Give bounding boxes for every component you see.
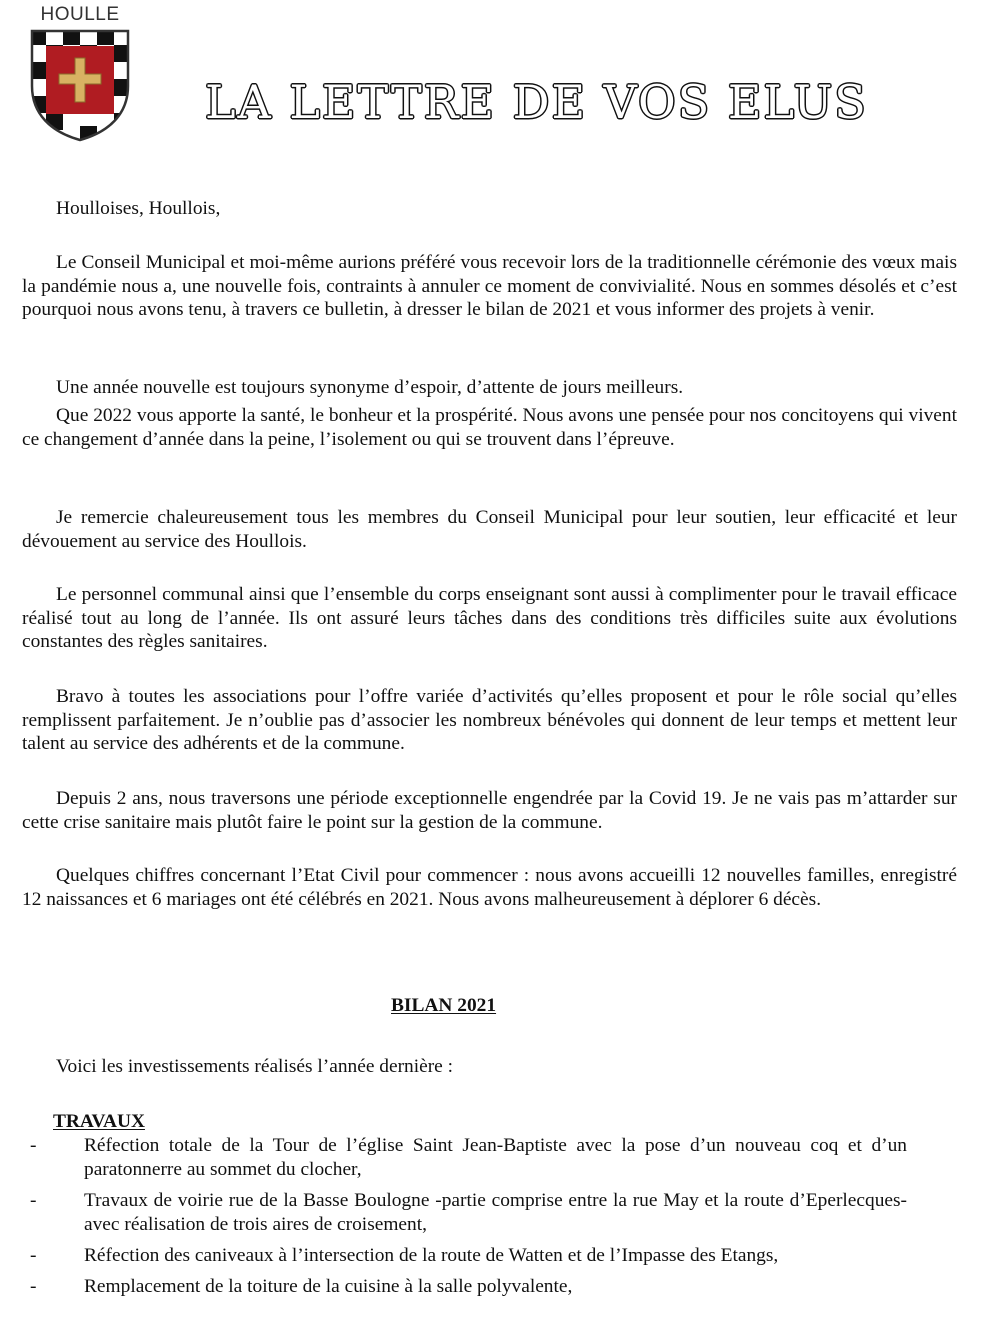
list-item bbox=[22, 1244, 907, 1268]
bilan-heading: BILAN 2021 bbox=[391, 995, 497, 1016]
paragraph-associations: Bravo à toutes les associations pour l’offre variée d’activités qu’elles proposent et pour le rôle social qu’elles remplissent parfaitement. Je n’oublie pas d’associer les nombreux bénévoles qui donnent de leur temps et mettent leur talent au service des adhérents et de la commune. bbox=[22, 686, 957, 755]
paragraph-intro: Le Conseil Municipal et moi-même aurions préféré vous recevoir lors de la traditionnelle cérémonie des vœux mais la pandémie nous a, une nouvelle fois, contraints à annuler ce moment de convivialité. Nous en sommes désolés et c’est pourquoi nous avons tenu, à travers ce bulletin, à dresser le bilan de 2021 et vous informer des projets à venir. bbox=[22, 252, 957, 321]
travaux-heading: TRAVAUX bbox=[53, 1111, 145, 1132]
page-title: LA LETTRE DE VOS ELUS bbox=[205, 75, 868, 129]
travaux-list bbox=[22, 1134, 907, 1306]
list-item bbox=[22, 1275, 907, 1299]
greeting: Houlloises, Houllois, bbox=[56, 198, 221, 219]
commune-logo bbox=[26, 4, 134, 142]
paragraph-etat-civil: Quelques chiffres concernant l’Etat Civil pour commencer : nous avons accueilli 12 nouvelles familles, enregistré 12 naissances et 6 mariages ont été célébrés en 2021. Nous avons malheureusement à déplorer 6 décès. bbox=[22, 865, 957, 910]
list-item-text: Réfection des caniveaux à l’intersection de la route de Watten et de l’Impasse des Etangs, bbox=[84, 1244, 779, 1266]
bilan-intro: Voici les investissements réalisés l’année dernière : bbox=[56, 1056, 454, 1077]
list-item-text: Remplacement de la toiture de la cuisine à la salle polyvalente, bbox=[84, 1276, 573, 1298]
paragraph-wishes: Que 2022 vous apporte la santé, le bonheur et la prospérité. Nous avons une pensée pour nos concitoyens qui vivent ce changement d’année dans la peine, l’isolement ou qui se trouvent dans l’épreuve. bbox=[22, 405, 957, 450]
list-bullet: - bbox=[30, 1244, 37, 1266]
list-item bbox=[22, 1134, 907, 1181]
paragraph-covid: Depuis 2 ans, nous traversons une période exceptionnelle engendrée par la Covid 19. Je ne vais pas m’attarder sur cette crise sanitaire mais plutôt faire le point sur la gestion de la commune. bbox=[22, 788, 957, 833]
paragraph-staff: Le personnel communal ainsi que l’ensemble du corps enseignant sont aussi à complimenter pour le travail efficace réalisé tout au long de l’année. Ils ont assuré leurs tâches dans des conditions très difficiles suite aux évolutions constantes des règles sanitaires. bbox=[22, 584, 957, 653]
list-item bbox=[22, 1189, 907, 1236]
list-item-text: Travaux de voirie rue de la Basse Boulogne -partie comprise entre la rue May et la route d’Eperlecques- avec réalisation de trois aires de croisement, bbox=[84, 1189, 907, 1235]
coat-of-arms-icon bbox=[29, 28, 131, 142]
logo-name: HOULLE bbox=[40, 4, 120, 25]
list-bullet: - bbox=[30, 1135, 37, 1156]
list-item-text: Réfection totale de la Tour de l’église Saint Jean-Baptiste avec la pose d’un nouveau coq et d’un paratonnerre au sommet du clocher, bbox=[84, 1135, 907, 1180]
paragraph-thanks-council: Je remercie chaleureusement tous les membres du Conseil Municipal pour leur soutien, leur efficacité et leur dévouement au service des Houllois. bbox=[22, 507, 957, 552]
list-bullet: - bbox=[30, 1189, 37, 1211]
list-bullet: - bbox=[30, 1276, 37, 1298]
paragraph-new-year: Une année nouvelle est toujours synonyme d’espoir, d’attente de jours meilleurs. bbox=[56, 377, 684, 398]
